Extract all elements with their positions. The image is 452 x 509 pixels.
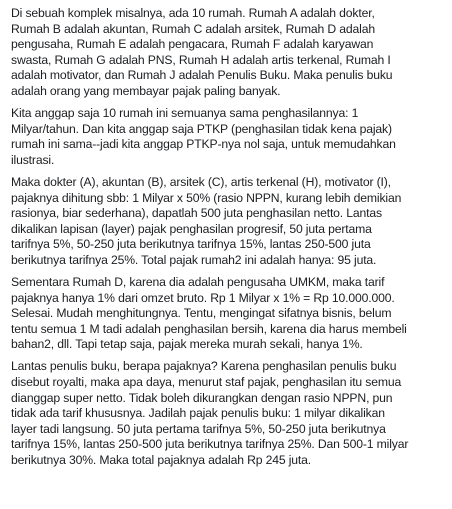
text-line: Maka dokter (A), akuntan (B), arsitek (C), artis terkenal (H), motivator (I),: [11, 174, 391, 189]
text-line: berikutnya 30%. Maka total pajaknya adalah Rp 245 juta.: [11, 453, 312, 468]
text-line: rasionya, biar sederhana), dapatlah 500 juta penghasilan netto. Lantas: [11, 206, 382, 221]
text-line: Di sebuah komplek misalnya, ada 10 rumah. Rumah A adalah dokter,: [11, 6, 375, 20]
text-line: dianggap super netto. Tidak boleh dikurangkan dengan rasio NPPN, pun: [11, 390, 393, 405]
text-line: ilustrasi.: [11, 152, 55, 167]
text-line: Selesai. Mudah menghitungnya. Tentu, mengingat sifatnya bisnis, belum: [11, 306, 392, 321]
text-line: Sementara Rumah D, karena dia adalah pengusaha UMKM, maka tarif: [11, 275, 385, 289]
text-line: berikutnya tarifnya 25%. Total pajak rumah2 ini adalah hanya: 95 juta.: [11, 252, 377, 267]
paragraph-professional-tax: [11, 175, 447, 269]
text-line: tentu semua 1 M tadi adalah penghasilan bersih, karena dia harus membeli: [11, 321, 407, 336]
text-line: adalah orang yang membayar pajak paling banyak.: [11, 83, 281, 98]
text-line: disebut royalti, maka apa daya, menurut staf pajak, penghasilan itu semua: [11, 375, 402, 390]
text-line: tidak ada tarif khususnya. Jadilah pajak penulis buku: 1 milyar dikalikan: [11, 406, 385, 421]
text-line: rumah ini sama--jadi kita anggap PTKP-nya nol saja, untuk memudahkan: [11, 137, 396, 152]
text-line: Milyar/tahun. Dan kita anggap saja PTKP (penghasilan tidak kena pajak): [11, 121, 392, 136]
text-line: pajaknya dihitung sbb: 1 Milyar x 50% (rasio NPPN, kurang lebih demikian: [11, 190, 402, 205]
text-line: layer tadi langsung. 50 juta pertama tarifnya 5%, 50-250 juta berikutnya: [11, 421, 386, 436]
text-line: Kita anggap saja 10 rumah ini semuanya sama penghasilannya: 1: [11, 106, 359, 121]
text-line: bahan2, dll. Tapi tetap saja, pajak mereka murah sekali, hanya 1%.: [11, 337, 363, 352]
paragraph-writer-tax: [11, 359, 447, 468]
text-line: pengusaha, Rumah E adalah pengacara, Rumah F adalah karyawan: [11, 37, 374, 52]
post-body: [11, 6, 447, 475]
paragraph-income-assumption: [11, 106, 447, 168]
text-line: dikalikan lapisan (layer) pajak penghasilan progresif, 50 juta pertama: [11, 221, 372, 236]
text-line: pajaknya hanya 1% dari omzet bruto. Rp 1 Milyar x 1% = Rp 10.000.000.: [11, 290, 395, 305]
text-line: tarifnya 15%, lantas 250-500 juta berikutnya tarifnya 25%. Dan 500-1 milyar: [11, 437, 409, 452]
text-line: adalah motivator, dan Rumah J adalah Penulis Buku. Maka penulis buku: [11, 68, 393, 83]
paragraph-umkm-tax: [11, 275, 447, 353]
text-line: tarifnya 5%, 50-250 juta berikutnya tarifnya 15%, lantas 250-500 juta: [11, 237, 371, 252]
text-line: Rumah B adalah akuntan, Rumah C adalah arsitek, Rumah D adalah: [11, 21, 375, 36]
paragraph-houses: [11, 6, 447, 100]
text-line: swasta, Rumah G adalah PNS, Rumah H adalah artis terkenal, Rumah I: [11, 52, 391, 67]
text-line: Lantas penulis buku, berapa pajaknya? Karena penghasilan penulis buku: [11, 359, 397, 374]
